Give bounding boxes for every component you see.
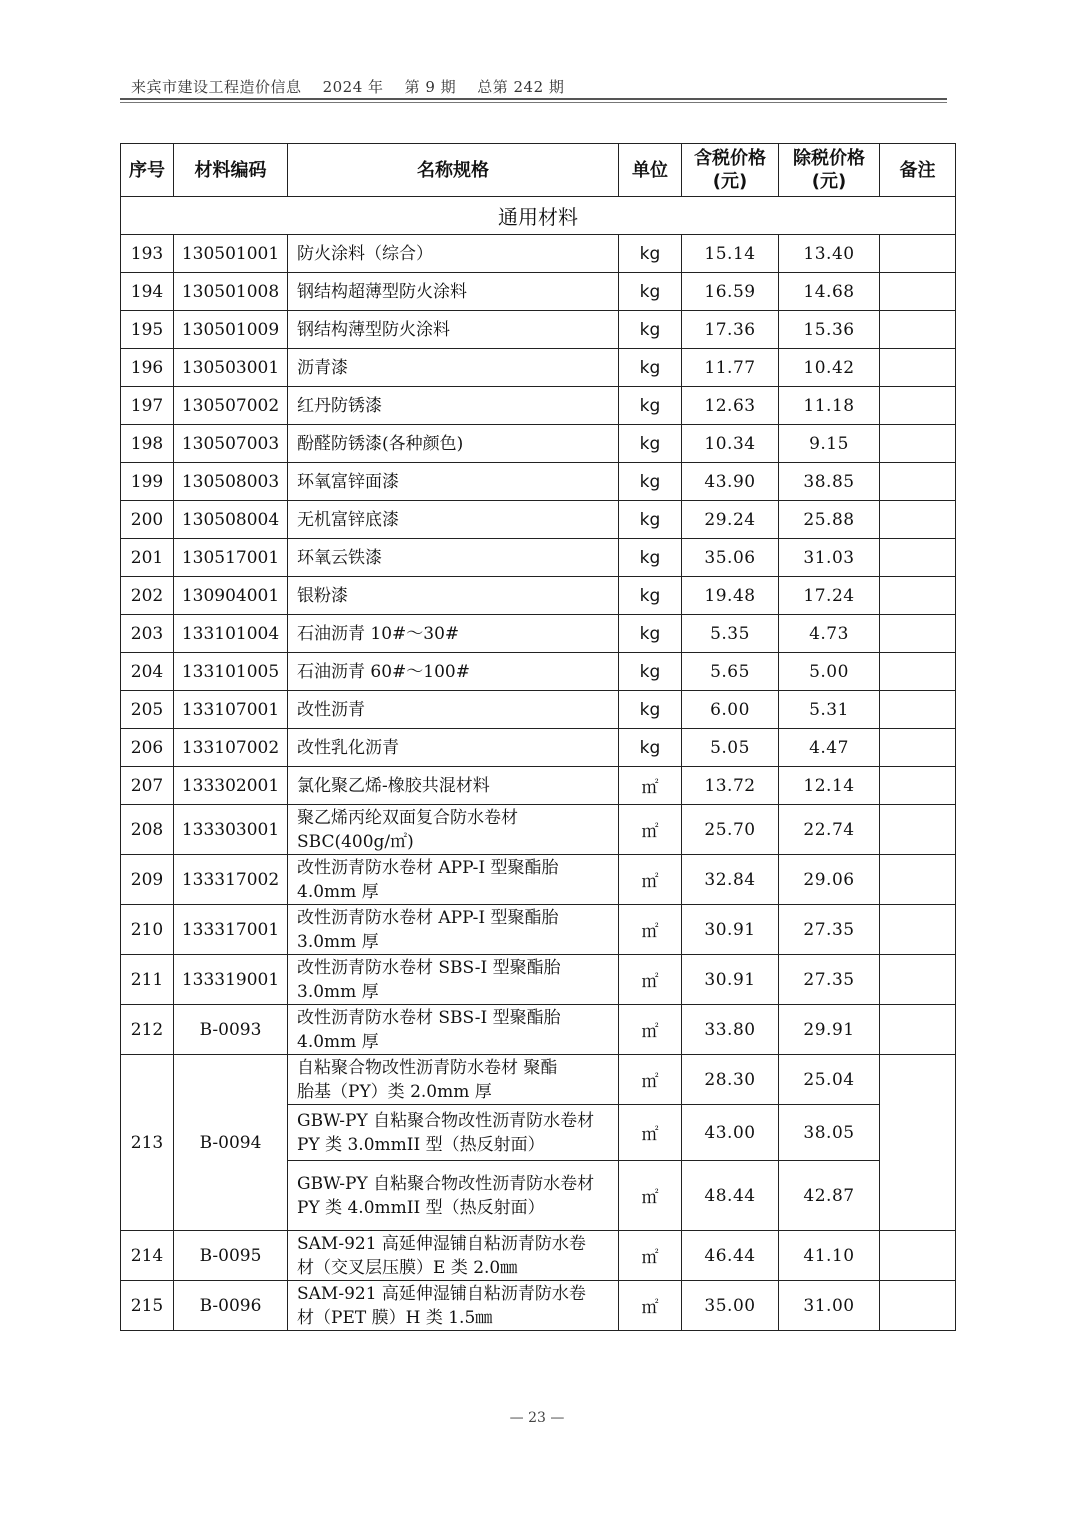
cell-unit: ㎡ <box>619 1055 682 1105</box>
cell-name: 银粉漆 <box>288 577 619 615</box>
cell-code: 133101004 <box>174 615 288 653</box>
table-row <box>121 615 956 653</box>
cell-name: 环氧云铁漆 <box>288 539 619 577</box>
cell-code: 130508003 <box>174 463 288 501</box>
table-row <box>121 577 956 615</box>
cell-price-tax: 43.90 <box>682 463 779 501</box>
cell-seq: 213 <box>121 1055 174 1231</box>
section-row <box>121 197 956 235</box>
cell-seq: 209 <box>121 855 174 905</box>
cell-unit: kg <box>619 653 682 691</box>
cell-name: 沥青漆 <box>288 349 619 387</box>
cell-seq: 193 <box>121 235 174 273</box>
cell-price-notax: 9.15 <box>779 425 880 463</box>
cell-seq: 199 <box>121 463 174 501</box>
cell-price-notax: 5.00 <box>779 653 880 691</box>
cell-seq: 201 <box>121 539 174 577</box>
col-header-name: 名称规格 <box>288 144 619 197</box>
cell-price-tax: 30.91 <box>682 955 779 1005</box>
cell-unit: kg <box>619 729 682 767</box>
table-row <box>121 955 956 1005</box>
cell-price-notax: 12.14 <box>779 767 880 805</box>
cell-unit: kg <box>619 539 682 577</box>
cell-note <box>880 855 956 905</box>
cell-name <box>288 1281 619 1331</box>
cell-code: 130904001 <box>174 577 288 615</box>
cell-name-line2: 4.0mm 厚 <box>297 881 379 902</box>
cell-name: 钢结构超薄型防火涂料 <box>288 273 619 311</box>
cell-code: 133317001 <box>174 905 288 955</box>
cell-name-line1: SAM-921 高延伸湿铺自粘沥青防水卷 <box>297 1233 586 1254</box>
cell-price-tax: 30.91 <box>682 905 779 955</box>
table-row <box>121 1281 956 1331</box>
cell-price-tax: 12.63 <box>682 387 779 425</box>
cell-unit: ㎡ <box>619 905 682 955</box>
table-row <box>121 311 956 349</box>
cell-name-line2: SBC(400g/㎡) <box>297 831 414 852</box>
cell-note <box>880 615 956 653</box>
cell-seq: 208 <box>121 805 174 855</box>
cell-name: 氯化聚乙烯-橡胶共混材料 <box>288 767 619 805</box>
col-header-unit: 单位 <box>619 144 682 197</box>
cell-note <box>880 1055 956 1231</box>
table-row <box>121 653 956 691</box>
cell-price-tax: 25.70 <box>682 805 779 855</box>
cell-note <box>880 653 956 691</box>
table-row <box>121 1231 956 1281</box>
cell-price-tax: 5.35 <box>682 615 779 653</box>
cell-unit: kg <box>619 501 682 539</box>
cell-code: B-0093 <box>174 1005 288 1055</box>
cell-code: 133107002 <box>174 729 288 767</box>
table-row <box>121 501 956 539</box>
table-row <box>121 273 956 311</box>
cell-code: 133302001 <box>174 767 288 805</box>
cell-name-line2: 3.0mm 厚 <box>297 931 379 952</box>
cell-name-line2: 胎基（PY）类 2.0mm 厚 <box>297 1081 492 1102</box>
cell-name: 改性乳化沥青 <box>288 729 619 767</box>
cell-name-line1: 自粘聚合物改性沥青防水卷材 聚酯 <box>297 1057 558 1078</box>
cell-price-tax: 29.24 <box>682 501 779 539</box>
price-table <box>120 143 956 1331</box>
cell-unit: ㎡ <box>619 1005 682 1055</box>
cell-code: 130501001 <box>174 235 288 273</box>
col-header-price-tax-line2: (元) <box>712 171 748 192</box>
cell-price-tax: 28.30 <box>682 1055 779 1105</box>
cell-price-tax: 10.34 <box>682 425 779 463</box>
cell-code: 130507002 <box>174 387 288 425</box>
cell-seq: 214 <box>121 1231 174 1281</box>
table-row <box>121 767 956 805</box>
cell-price-notax: 41.10 <box>779 1231 880 1281</box>
cell-seq: 196 <box>121 349 174 387</box>
cell-note <box>880 349 956 387</box>
cell-price-tax: 19.48 <box>682 577 779 615</box>
cell-code: 133317002 <box>174 855 288 905</box>
cell-price-notax: 13.40 <box>779 235 880 273</box>
cell-code: 133107001 <box>174 691 288 729</box>
cell-seq: 207 <box>121 767 174 805</box>
cell-name-line2: PY 类 3.0mmII 型（热反射面） <box>297 1134 545 1155</box>
cell-note <box>880 463 956 501</box>
cell-price-tax: 5.05 <box>682 729 779 767</box>
cell-code: 130501008 <box>174 273 288 311</box>
cell-price-tax: 35.00 <box>682 1281 779 1331</box>
cell-price-tax: 17.36 <box>682 311 779 349</box>
cell-price-notax: 17.24 <box>779 577 880 615</box>
cell-note <box>880 311 956 349</box>
header-rule-thin <box>120 102 947 103</box>
cell-price-tax: 46.44 <box>682 1231 779 1281</box>
cell-note <box>880 1231 956 1281</box>
cell-name-line1: 改性沥青防水卷材 SBS-I 型聚酯胎 <box>297 957 561 978</box>
cell-unit: kg <box>619 425 682 463</box>
table-row <box>121 855 956 905</box>
cell-price-notax: 29.91 <box>779 1005 880 1055</box>
cell-seq: 205 <box>121 691 174 729</box>
cell-code: 133319001 <box>174 955 288 1005</box>
cell-name-line1: 改性沥青防水卷材 APP-I 型聚酯胎 <box>297 907 559 928</box>
cell-price-notax: 11.18 <box>779 387 880 425</box>
table-row <box>121 235 956 273</box>
cell-name: 酚醛防锈漆(各种颜色) <box>288 425 619 463</box>
cell-name-line2: 3.0mm 厚 <box>297 981 379 1002</box>
table-row <box>121 387 956 425</box>
table-row <box>121 805 956 855</box>
cell-seq: 215 <box>121 1281 174 1331</box>
cell-note <box>880 691 956 729</box>
cell-code: 130508004 <box>174 501 288 539</box>
cell-price-tax: 15.14 <box>682 235 779 273</box>
table-row <box>121 729 956 767</box>
cell-name <box>288 855 619 905</box>
col-header-code: 材料编码 <box>174 144 288 197</box>
cell-price-notax: 38.85 <box>779 463 880 501</box>
cell-name: 石油沥青 10#～30# <box>288 615 619 653</box>
cell-price-notax: 22.74 <box>779 805 880 855</box>
cell-code: 133303001 <box>174 805 288 855</box>
cell-price-tax: 13.72 <box>682 767 779 805</box>
cell-price-notax: 15.36 <box>779 311 880 349</box>
cell-price-tax: 35.06 <box>682 539 779 577</box>
cell-name-line2: 4.0mm 厚 <box>297 1031 379 1052</box>
cell-price-tax: 48.44 <box>682 1161 779 1231</box>
cell-name: 改性沥青 <box>288 691 619 729</box>
cell-code: 130503001 <box>174 349 288 387</box>
cell-note <box>880 235 956 273</box>
cell-code: B-0096 <box>174 1281 288 1331</box>
cell-note <box>880 1005 956 1055</box>
cell-name: 红丹防锈漆 <box>288 387 619 425</box>
cell-note <box>880 805 956 855</box>
table-row <box>121 425 956 463</box>
table-row <box>121 1005 956 1055</box>
cell-seq: 195 <box>121 311 174 349</box>
cell-name: 无机富锌底漆 <box>288 501 619 539</box>
cell-seq: 206 <box>121 729 174 767</box>
cell-seq: 210 <box>121 905 174 955</box>
cell-price-notax: 4.73 <box>779 615 880 653</box>
cell-price-notax: 31.03 <box>779 539 880 577</box>
cell-unit: kg <box>619 235 682 273</box>
cell-name: 防火涂料（综合） <box>288 235 619 273</box>
cell-note <box>880 501 956 539</box>
cell-name <box>288 1105 619 1161</box>
cell-seq: 197 <box>121 387 174 425</box>
cell-seq: 212 <box>121 1005 174 1055</box>
cell-name-line2: 材（PET 膜）H 类 1.5㎜ <box>297 1307 493 1328</box>
cell-price-notax: 42.87 <box>779 1161 880 1231</box>
cell-code: B-0094 <box>174 1055 288 1231</box>
cell-price-notax: 5.31 <box>779 691 880 729</box>
cell-unit: kg <box>619 273 682 311</box>
cell-name-line1: SAM-921 高延伸湿铺自粘沥青防水卷 <box>297 1283 586 1304</box>
table-row <box>121 539 956 577</box>
cell-seq: 202 <box>121 577 174 615</box>
cell-unit: ㎡ <box>619 1105 682 1161</box>
cell-price-notax: 25.04 <box>779 1055 880 1105</box>
cell-unit: kg <box>619 577 682 615</box>
cell-price-tax: 11.77 <box>682 349 779 387</box>
cell-name: 石油沥青 60#～100# <box>288 653 619 691</box>
cell-name <box>288 905 619 955</box>
cell-price-notax: 38.05 <box>779 1105 880 1161</box>
cell-note <box>880 767 956 805</box>
cell-price-notax: 29.06 <box>779 855 880 905</box>
col-header-price-notax-line1: 除税价格 <box>793 148 865 169</box>
cell-name-line1: 聚乙烯丙纶双面复合防水卷材 <box>297 807 518 828</box>
cell-note <box>880 955 956 1005</box>
cell-name <box>288 1161 619 1231</box>
cell-unit: ㎡ <box>619 1231 682 1281</box>
cell-price-notax: 27.35 <box>779 955 880 1005</box>
table-header-row <box>121 144 956 197</box>
table-row <box>121 349 956 387</box>
cell-name <box>288 955 619 1005</box>
cell-unit: ㎡ <box>619 805 682 855</box>
cell-unit: kg <box>619 349 682 387</box>
cell-price-notax: 10.42 <box>779 349 880 387</box>
col-header-price-tax <box>682 144 779 197</box>
cell-unit: ㎡ <box>619 855 682 905</box>
cell-name <box>288 805 619 855</box>
cell-unit: kg <box>619 387 682 425</box>
page-number: — 23 — <box>509 1410 565 1426</box>
cell-seq: 203 <box>121 615 174 653</box>
cell-price-notax: 25.88 <box>779 501 880 539</box>
cell-note <box>880 729 956 767</box>
cell-seq: 211 <box>121 955 174 1005</box>
col-header-price-tax-line1: 含税价格 <box>694 148 766 169</box>
cell-note <box>880 1281 956 1331</box>
cell-price-tax: 33.80 <box>682 1005 779 1055</box>
cell-price-tax: 6.00 <box>682 691 779 729</box>
cell-price-notax: 14.68 <box>779 273 880 311</box>
cell-unit: ㎡ <box>619 955 682 1005</box>
cell-unit: ㎡ <box>619 767 682 805</box>
cell-note <box>880 273 956 311</box>
cell-name-line1: 改性沥青防水卷材 APP-I 型聚酯胎 <box>297 857 559 878</box>
cell-price-notax: 31.00 <box>779 1281 880 1331</box>
cell-unit: kg <box>619 311 682 349</box>
col-header-seq: 序号 <box>121 144 174 197</box>
cell-price-notax: 4.47 <box>779 729 880 767</box>
cell-code: 130501009 <box>174 311 288 349</box>
cell-code: 130507003 <box>174 425 288 463</box>
cell-note <box>880 387 956 425</box>
cell-note <box>880 539 956 577</box>
table-row <box>121 463 956 501</box>
cell-note <box>880 905 956 955</box>
cell-seq: 194 <box>121 273 174 311</box>
cell-unit: ㎡ <box>619 1161 682 1231</box>
cell-note <box>880 425 956 463</box>
cell-seq: 198 <box>121 425 174 463</box>
section-title: 通用材料 <box>121 197 956 235</box>
cell-seq: 204 <box>121 653 174 691</box>
cell-name-line1: GBW-PY 自粘聚合物改性沥青防水卷材 <box>297 1173 595 1194</box>
cell-unit: kg <box>619 615 682 653</box>
cell-price-tax: 32.84 <box>682 855 779 905</box>
cell-code: 133101005 <box>174 653 288 691</box>
table-row <box>121 691 956 729</box>
cell-price-tax: 5.65 <box>682 653 779 691</box>
cell-name-line2: 材（交叉层压膜）E 类 2.0㎜ <box>297 1257 518 1278</box>
cell-unit: ㎡ <box>619 1281 682 1331</box>
table-row-group-213 <box>121 1055 956 1105</box>
col-header-note: 备注 <box>880 144 956 197</box>
cell-code: B-0095 <box>174 1231 288 1281</box>
table-row <box>121 905 956 955</box>
cell-seq: 200 <box>121 501 174 539</box>
col-header-price-notax-line2: (元) <box>811 171 847 192</box>
cell-price-notax: 27.35 <box>779 905 880 955</box>
cell-name <box>288 1005 619 1055</box>
cell-price-tax: 43.00 <box>682 1105 779 1161</box>
running-header: 来宾市建设工程造价信息 2024 年 第 9 期 总第 242 期 <box>131 78 565 96</box>
cell-code: 130517001 <box>174 539 288 577</box>
cell-name-line1: GBW-PY 自粘聚合物改性沥青防水卷材 <box>297 1110 595 1131</box>
col-header-price-notax <box>779 144 880 197</box>
header-rule-thick <box>120 98 947 100</box>
cell-note <box>880 577 956 615</box>
cell-name-line1: 改性沥青防水卷材 SBS-I 型聚酯胎 <box>297 1007 561 1028</box>
cell-name <box>288 1231 619 1281</box>
cell-name-line2: PY 类 4.0mmII 型（热反射面） <box>297 1197 545 1218</box>
cell-unit: kg <box>619 463 682 501</box>
cell-unit: kg <box>619 691 682 729</box>
cell-name <box>288 1055 619 1105</box>
cell-name: 环氧富锌面漆 <box>288 463 619 501</box>
cell-price-tax: 16.59 <box>682 273 779 311</box>
cell-name: 钢结构薄型防火涂料 <box>288 311 619 349</box>
